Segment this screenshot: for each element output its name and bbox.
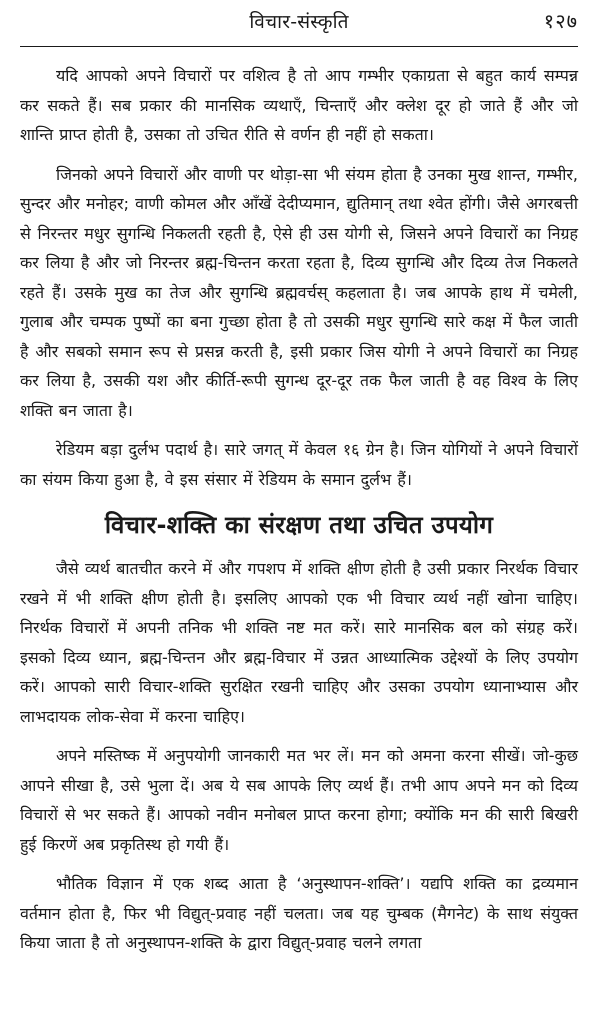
paragraph: यदि आपको अपने विचारों पर वशित्व है तो आप गम्भीर एकाग्रता से बहुत कार्य सम्पन्न कर सकते हैं। सब प्रकार की मानसिक व्यथाएँ, चिन्ताएँ और क्लेश दूर हो जाते हैं और जो शान्ति प्राप्त होती है, उसका तो उचित रीति से वर्णन ही नहीं हो सकता।: [20, 66, 578, 144]
page-number: १२७: [543, 9, 578, 33]
paragraph: भौतिक विज्ञान में एक शब्द आता है ‘अनुस्थापन-शक्ति’। यद्यपि शक्ति का द्रव्यमान वर्तमान होता है, फिर भी विद्युत्-प्रवाह नहीं चलता। जब यह चुम्बक (मैगनेट) के साथ संयुक्त किया जाता है तो अनुस्थापन-शक्ति के द्वारा विद्युत्-प्रवाह चलने लगता: [20, 874, 578, 952]
page-body: [20, 47, 578, 958]
section-heading: विचार-शक्ति का संरक्षण तथा उचित उपयोग: [104, 511, 494, 539]
paragraph: जिनको अपने विचारों और वाणी पर थोड़ा-सा भी संयम होता है उनका मुख शान्त, गम्भीर, सुन्दर और मनोहर; वाणी कोमल और आँखें देदीप्यमान, द्युतिमान् तथा श्वेत होंगी। जैसे अगरबत्ती से निरन्तर मधुर सुगन्धि निकलती रहती है, ऐसे ही उस योगी से, जिसने अपने विचारों का निग्रह कर लिया है और जो निरन्तर ब्रह्म-चिन्तन करता रहता है, दिव्य सुगन्धि और दिव्य तेज निकलते रहते हैं। उसके मुख का तेज और सुगन्धि ब्रह्मवर्चस् कहलाता है। जब आपके हाथ में चमेली, गुलाब और चम्पक पुष्पों का बना गुच्छा होता है तो उसकी मधुर सुगन्धि सारे कक्ष में फैल जाती है और सबको समान रूप से प्रसन्न करती है, इसी प्रकार जिस योगी ने अपने विचारों का निग्रह कर लिया है, उसकी यश और कीर्ति-रूपी सुगन्ध दूर-दूर तक फैल जाती है वह विश्व के लिए शक्ति बन जाता है।: [20, 164, 578, 420]
running-header: [20, 0, 578, 47]
paragraph: रेडियम बड़ा दुर्लभ पदार्थ है। सारे जगत् में केवल १६ ग्रेन है। जिन योगियों ने अपने विचारों का संयम किया हुआ है, वे इस संसार में रेडियम के समान दुर्लभ हैं।: [20, 440, 578, 489]
paragraph: अपने मस्तिष्क में अनुपयोगी जानकारी मत भर लें। मन को अमना करना सीखें। जो-कुछ आपने सीखा है, उसे भुला दें। अब ये सब आपके लिए व्यर्थ हैं। तभी आप अपने मन को दिव्य विचारों से भर सकते हैं। आपको नवीन मनोबल प्राप्त करना होगा; क्योंकि मन की सारी बिखरी हुई किरणें अब प्रकृतिस्थ हो गयी हैं।: [20, 746, 578, 854]
running-title: विचार-संस्कृति: [249, 11, 349, 33]
paragraph: जैसे व्यर्थ बातचीत करने में और गपशप में शक्ति क्षीण होती है उसी प्रकार निरर्थक विचार रखने में भी शक्ति क्षीण होती है। इसलिए आपको एक भी विचार व्यर्थ नहीं खोना चाहिए। निरर्थक विचारों में अपनी तनिक भी शक्ति नष्ट मत करें। सारे मानसिक बल को संग्रह करें। इसको दिव्य ध्यान, ब्रह्म-चिन्तन और ब्रह्म-विचार में उन्नत आध्यात्मिक उद्देश्यों के लिए उपयोग करें। आपको सारी विचार-शक्ति सुरक्षित रखनी चाहिए और उसका उपयोग ध्यानाभ्यास और लाभदायक लोक-सेवा में करना चाहिए।: [20, 559, 578, 726]
